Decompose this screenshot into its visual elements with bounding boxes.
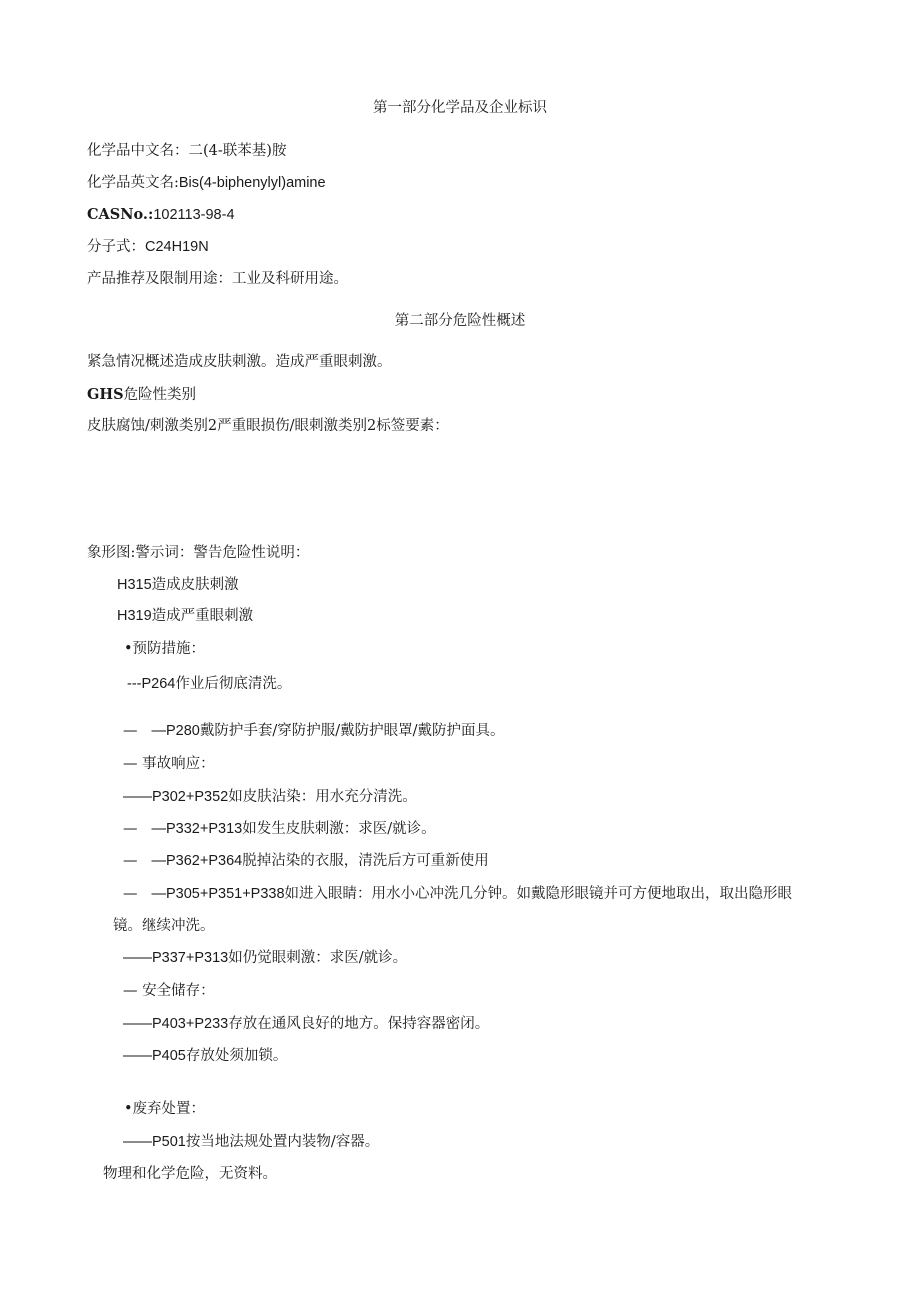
- ghs-category-text: 危险性类别: [123, 387, 197, 403]
- english-name-row: [87, 173, 326, 193]
- usage-row: 产品推荐及限制用途：工业及科研用途。: [87, 271, 348, 287]
- p405-text: 存放处须加锁。: [185, 1048, 288, 1064]
- section-heading-part2: 第二部分危险性概述: [394, 313, 526, 329]
- p362-code: —P362+P364: [151, 853, 243, 869]
- emergency-overview: 紧急情况概述造成皮肤刺激。造成严重眼刺激。: [87, 354, 392, 370]
- precaution-p362: [123, 851, 489, 871]
- p305-dash: —: [123, 886, 138, 902]
- physical-chemical-hazards: 物理和化学危险，无资料。: [103, 1166, 277, 1182]
- precaution-p264: [127, 674, 291, 694]
- hazard-statement-h315: [117, 575, 239, 595]
- p337-code: ——P337+P313: [123, 950, 229, 966]
- precaution-p405: [123, 1046, 287, 1066]
- formula-row: [87, 237, 209, 257]
- disposal-heading: •废弃处置：: [124, 1101, 206, 1117]
- precaution-p332: [123, 819, 436, 839]
- p403-text: 存放在通风良好的地方。保持容器密闭。: [228, 1016, 490, 1032]
- precaution-p305-continued: 镜。继续冲洗。: [113, 918, 215, 934]
- h315-code: H315: [117, 577, 152, 593]
- formula-label: 分子式：: [87, 239, 145, 255]
- p362-dash: —: [123, 853, 138, 869]
- english-name-label: 化学品英文名:: [87, 175, 179, 191]
- precaution-p337: [123, 948, 407, 968]
- precaution-p403: [123, 1014, 489, 1034]
- p305-code: —P305+P351+P338: [151, 886, 285, 902]
- ghs-label: GHS: [87, 386, 124, 403]
- p264-text: 作业后彻底清洗。: [175, 676, 292, 692]
- precaution-p280: [123, 721, 505, 741]
- p362-text: 脱掉沾染的衣服，清洗后方可重新使用: [242, 853, 489, 869]
- p337-text: 如仍觉眼刺激：求医/就诊。: [228, 950, 408, 966]
- chinese-name-value: 二(4-联苯基)胺: [188, 143, 287, 159]
- hazard-statement-h319: [117, 606, 253, 626]
- cas-value: 102113-98-4: [153, 207, 235, 223]
- p280-dash: —: [123, 723, 138, 739]
- p403-code: ——P403+P233: [123, 1016, 229, 1032]
- p302-code: ——P302+P352: [123, 789, 229, 805]
- chinese-name-row: [87, 141, 286, 161]
- cas-label: CASNo.:: [87, 206, 154, 223]
- ghs-category-heading: [87, 385, 196, 405]
- precaution-p302: [123, 787, 417, 807]
- p332-dash: —: [123, 821, 138, 837]
- precaution-p501: [123, 1132, 379, 1152]
- h319-code: H319: [117, 608, 152, 624]
- pictogram-signal-line: 象形图:警示词：警告危险性说明：: [87, 545, 310, 561]
- precaution-p305: [123, 884, 792, 904]
- chinese-name-label: 化学品中文名：: [87, 143, 189, 159]
- p405-code: ——P405: [123, 1048, 186, 1064]
- section-heading-part1: 第一部分化学品及企业标识: [373, 100, 547, 116]
- p302-text: 如皮肤沾染：用水充分清洗。: [228, 789, 417, 805]
- h319-text: 造成严重眼刺激: [151, 608, 254, 624]
- prevention-heading: •预防措施：: [124, 641, 206, 657]
- p501-code: ——P501: [123, 1134, 186, 1150]
- english-name-value: Bis(4-biphenylyl)amine: [178, 175, 326, 191]
- formula-value: C24H19N: [145, 239, 209, 255]
- p280-text: 戴防护手套/穿防护服/戴防护眼罩/戴防护面具。: [199, 723, 505, 739]
- p280-code: —P280: [151, 723, 200, 739]
- h315-text: 造成皮肤刺激: [151, 577, 239, 593]
- p264-code: ---P264: [127, 676, 176, 692]
- p332-text: 如发生皮肤刺激：求医/就诊。: [242, 821, 436, 837]
- hazard-categories: 皮肤腐蚀/刺激类别2严重眼损伤/眼刺激类别2标签要素：: [87, 418, 449, 434]
- response-heading: — 事故响应：: [123, 756, 215, 772]
- p332-code: —P332+P313: [151, 821, 243, 837]
- p501-text: 按当地法规处置内装物/容器。: [185, 1134, 380, 1150]
- storage-heading: — 安全储存：: [123, 983, 215, 999]
- p305-text: 如进入眼睛：用水小心冲洗几分钟。如戴隐形眼镜并可方便地取出，取出隐形眼: [284, 886, 793, 902]
- cas-number-row: [87, 205, 235, 225]
